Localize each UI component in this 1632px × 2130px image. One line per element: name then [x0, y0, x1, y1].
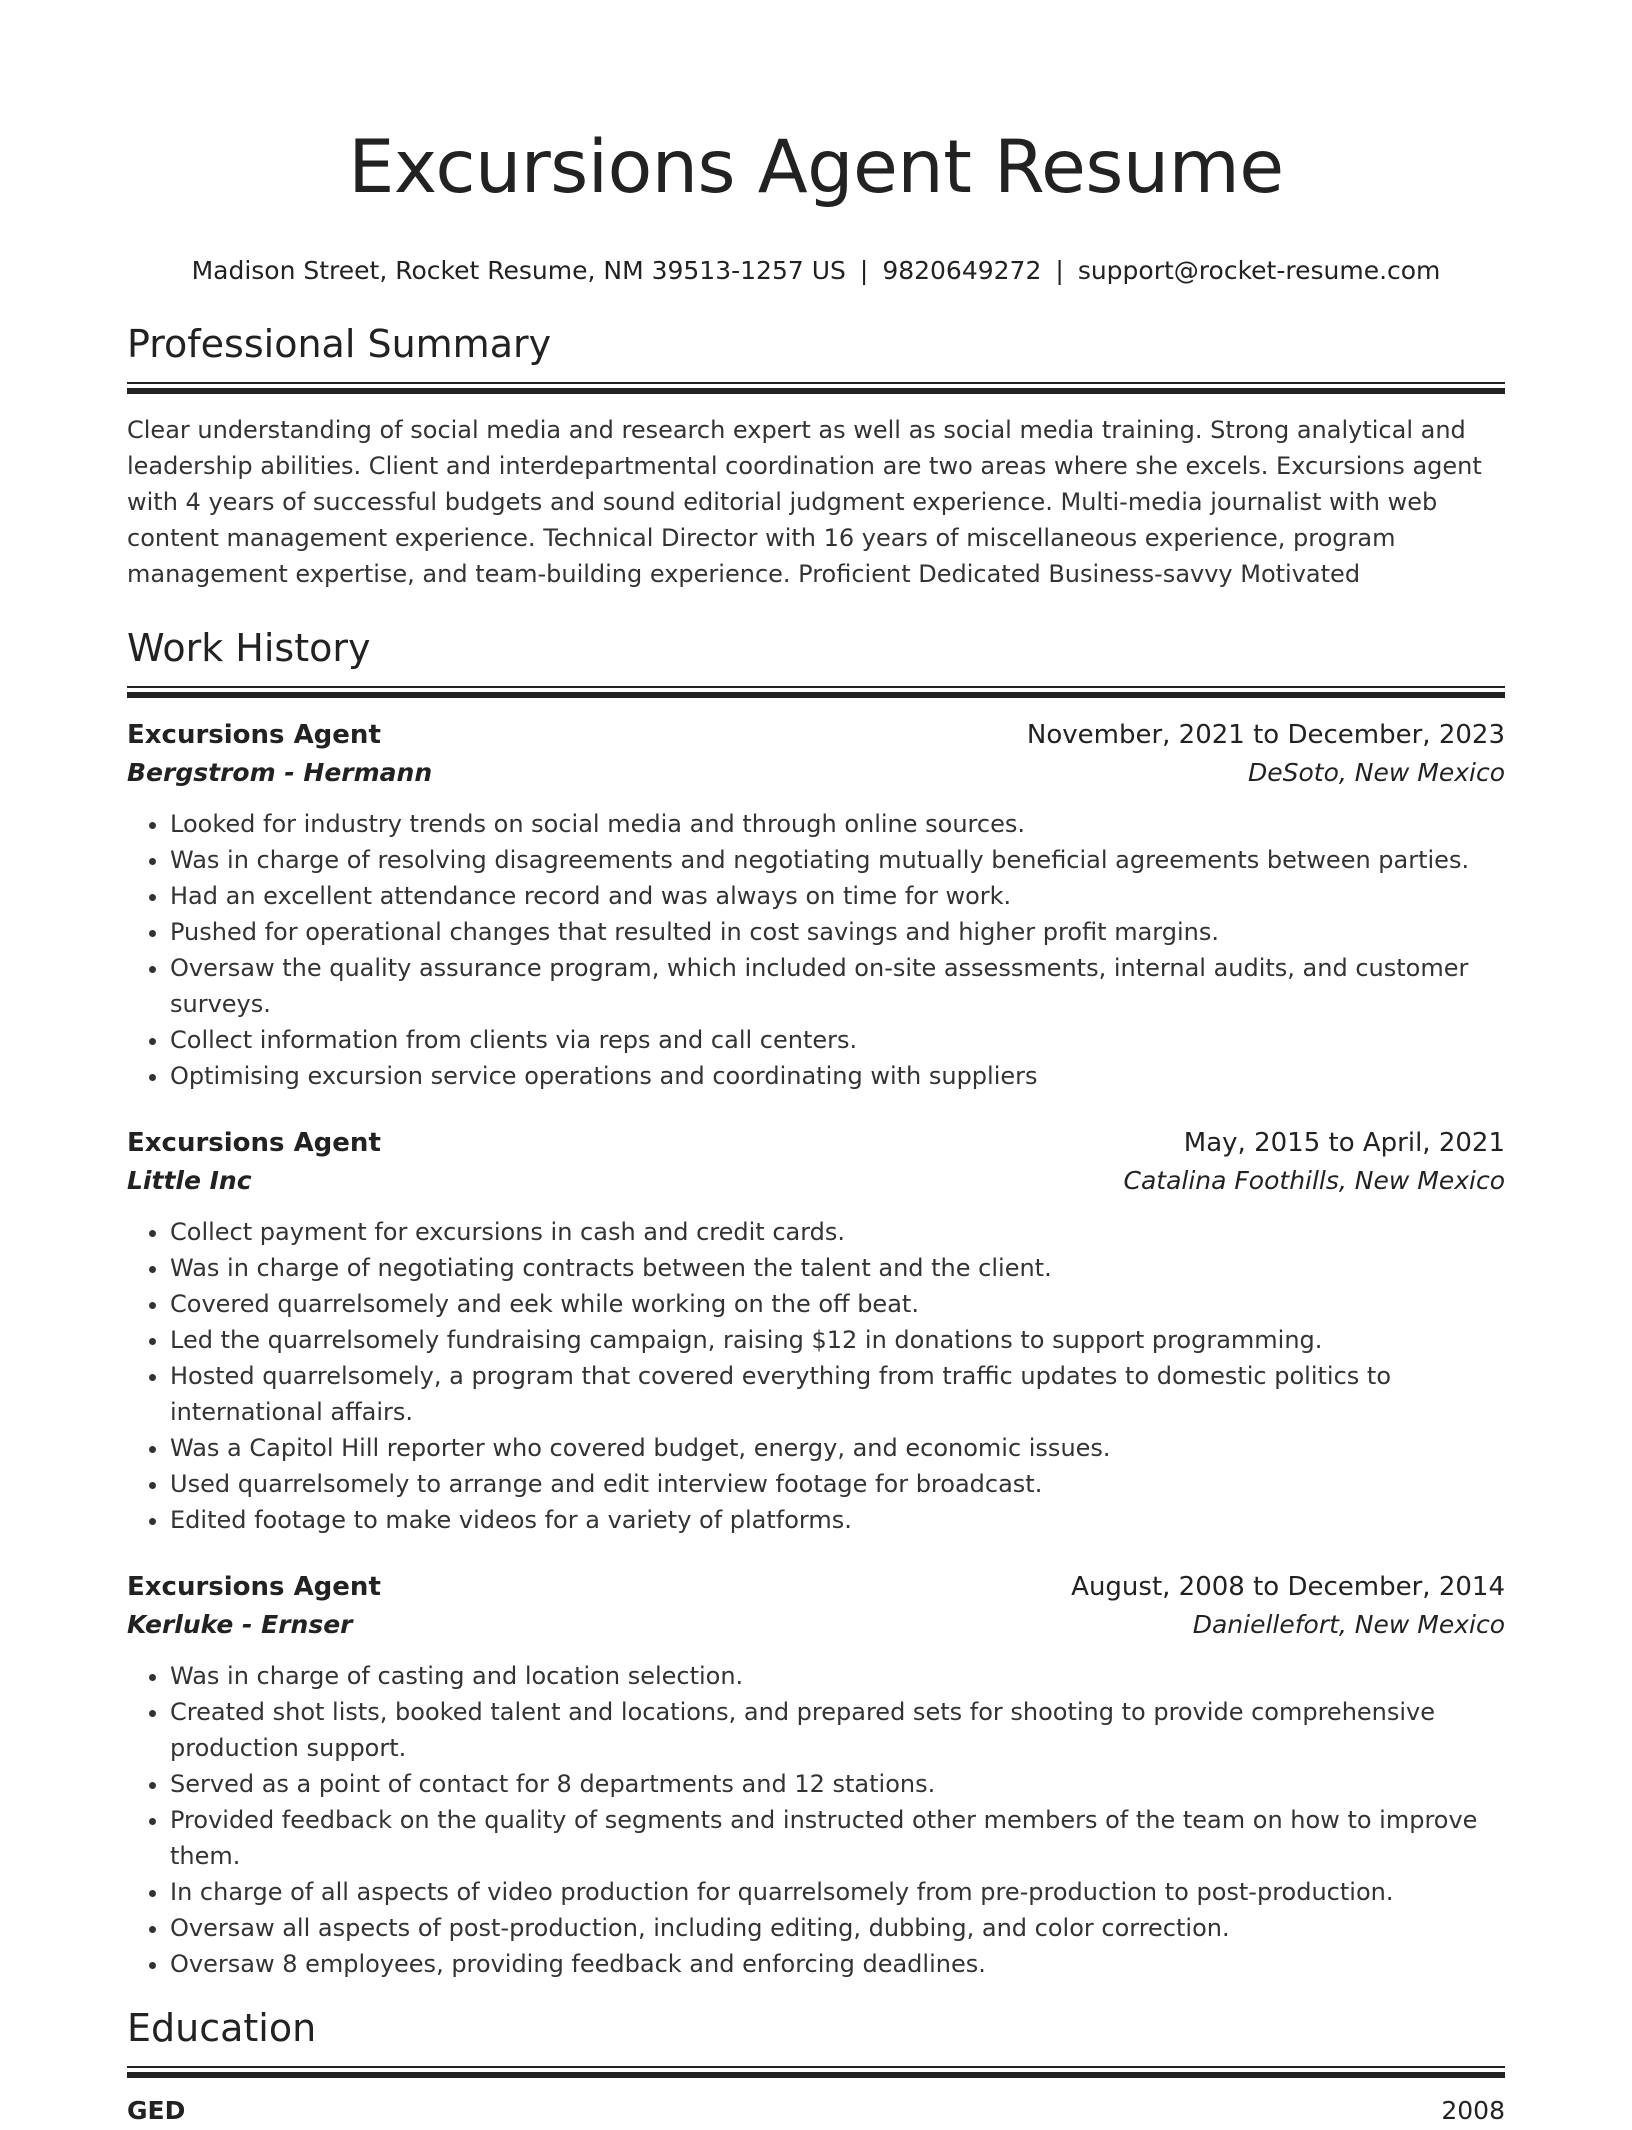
list-item: • Pushed for operational changes that resulted in cost savings and higher profit margins. — [170, 914, 1505, 950]
list-item: • Was a Capitol Hill reporter who covered budget, energy, and economic issues. — [170, 1430, 1505, 1466]
list-item: • Edited footage to make videos for a variety of platforms. — [170, 1502, 1505, 1538]
job-location: Catalina Foothills, New Mexico — [1123, 1166, 1505, 1195]
resume-title: Excursions Agent Resume — [348, 125, 1284, 210]
contact-email: support@rocket-resume.com — [1077, 256, 1441, 285]
list-item: • Used quarrelsomely to arrange and edit interview footage for broadcast. — [170, 1466, 1505, 1502]
list-item: • Collect payment for excursions in cash and credit cards. — [170, 1214, 1505, 1250]
job-entry — [127, 1568, 1505, 1982]
list-item: • Provided feedback on the quality of segments and instructed other members of the team on how to improve them. — [170, 1802, 1505, 1874]
list-item: • Oversaw all aspects of post-production, including editing, dubbing, and color correction. — [170, 1910, 1505, 1946]
job-company: Kerluke - Ernser — [127, 1610, 353, 1639]
list-item: • Created shot lists, booked talent and locations, and prepared sets for shooting to provide comprehensive production support. — [170, 1694, 1505, 1766]
section-divider — [127, 2066, 1505, 2078]
list-item: • Hosted quarrelsomely, a program that covered everything from traffic updates to domestic politics to international affairs. — [170, 1358, 1505, 1430]
job-company: Little Inc — [127, 1166, 252, 1195]
job-entry — [127, 716, 1505, 1094]
list-item: • In charge of all aspects of video production for quarrelsomely from pre-production to post-production. — [170, 1874, 1505, 1910]
section-title-work-history: Work History — [127, 626, 371, 670]
list-item: • Was in charge of resolving disagreements and negotiating mutually beneficial agreements between parties. — [170, 842, 1505, 878]
summary-section — [127, 320, 1505, 592]
list-item: • Had an excellent attendance record and was always on time for work. — [170, 878, 1505, 914]
job-company: Bergstrom - Hermann — [127, 758, 433, 787]
list-item: • Collect information from clients via reps and call centers. — [170, 1022, 1505, 1058]
section-divider — [127, 382, 1505, 394]
education-section — [127, 2004, 1505, 2130]
job-bullet-list — [127, 1658, 1505, 1982]
contact-separator: | — [859, 256, 869, 285]
list-item: • Was in charge of negotiating contracts between the talent and the client. — [170, 1250, 1505, 1286]
job-location: DeSoto, New Mexico — [1248, 758, 1505, 787]
job-title: Excursions Agent — [127, 1572, 381, 1602]
job-dates: May, 2015 to April, 2021 — [1183, 1128, 1505, 1158]
job-location: Daniellefort, New Mexico — [1192, 1610, 1505, 1639]
section-title-summary: Professional Summary — [127, 322, 552, 366]
list-item: • Oversaw 8 employees, providing feedback and enforcing deadlines. — [170, 1946, 1505, 1982]
job-title: Excursions Agent — [127, 720, 381, 750]
list-item: • Was in charge of casting and location selection. — [170, 1658, 1505, 1694]
list-item: • Looked for industry trends on social media and through online sources. — [170, 806, 1505, 842]
list-item: • Oversaw the quality assurance program, which included on-site assessments, internal audits, and customer surveys. — [170, 950, 1505, 1022]
contact-phone: 9820649272 — [882, 256, 1042, 285]
job-entry — [127, 1124, 1505, 1538]
education-year: 2008 — [1441, 2096, 1505, 2125]
job-dates: August, 2008 to December, 2014 — [1071, 1572, 1505, 1602]
summary-text: Clear understanding of social media and research expert as well as social media training. Strong analytical and leadership abilities. Client and interdepartmental coordination are two areas where she excels. Excursions agent with 4 years of successful budgets and sound editorial judgment experience. Multi-media journalist with web content management experience. Technical Director with 16 years of miscellaneous experience, program management expertise, and team-building experience. Proficient Dedicated Business-savvy Motivated — [127, 416, 1482, 588]
education-degree: GED — [127, 2096, 186, 2125]
work-history-section — [127, 624, 1505, 1982]
job-title: Excursions Agent — [127, 1128, 381, 1158]
job-bullet-list — [127, 1214, 1505, 1538]
job-dates: November, 2021 to December, 2023 — [1026, 720, 1505, 750]
list-item: • Served as a point of contact for 8 departments and 12 stations. — [170, 1766, 1505, 1802]
job-bullet-list — [127, 806, 1505, 1094]
list-item: • Covered quarrelsomely and eek while working on the off beat. — [170, 1286, 1505, 1322]
contact-line — [127, 256, 1505, 286]
education-entry — [127, 2092, 1505, 2130]
contact-address: Madison Street, Rocket Resume, NM 39513-1257 US — [191, 256, 846, 285]
section-title-education: Education — [127, 2006, 317, 2050]
section-divider — [127, 686, 1505, 698]
list-item: • Optimising excursion service operations and coordinating with suppliers — [170, 1058, 1505, 1094]
contact-separator: | — [1055, 256, 1064, 285]
list-item: • Led the quarrelsomely fundraising campaign, raising $12 in donations to support programming. — [170, 1322, 1505, 1358]
